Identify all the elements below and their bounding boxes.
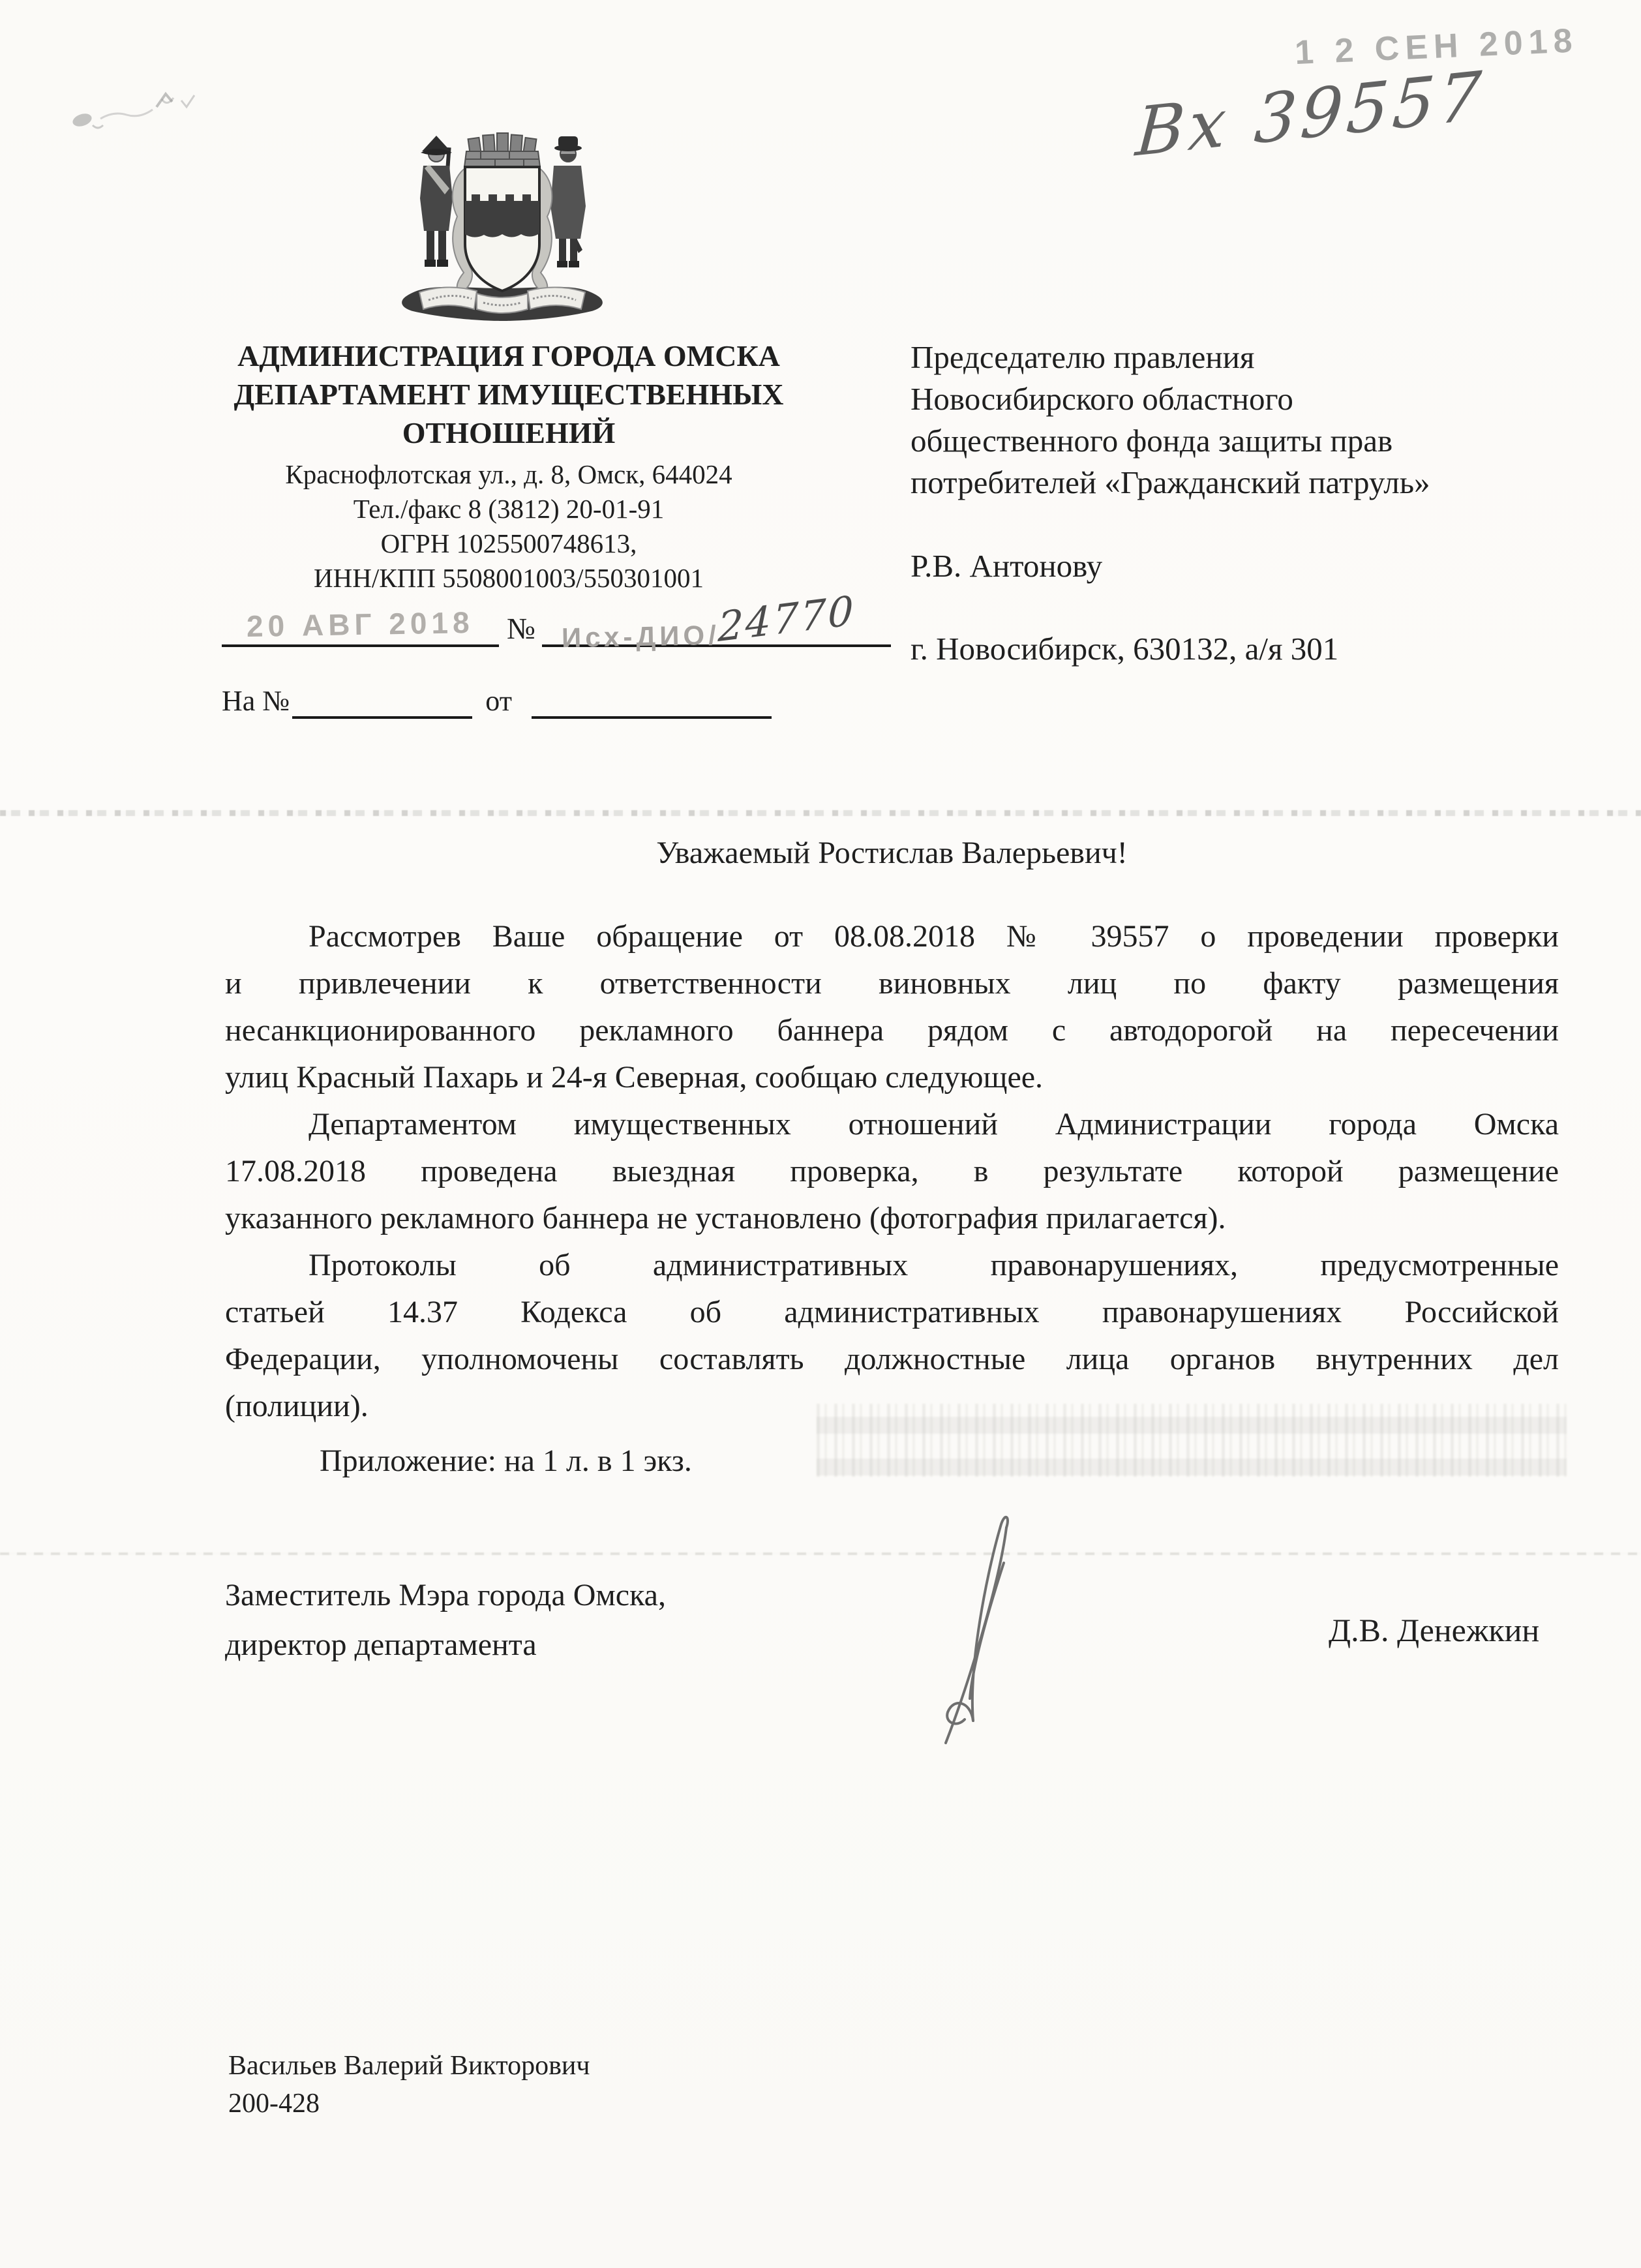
recipient-name: Р.В. Антонову — [911, 548, 1103, 584]
signer-title — [225, 1571, 666, 1670]
received-date-stamp: 1 2 СЕН 2018 — [1293, 22, 1579, 72]
outgoing-ref-row — [222, 586, 913, 654]
handwritten-incoming-number: Вх 39557 — [1133, 57, 1488, 172]
attachment-line: Приложение: на 1 л. в 1 экз. — [320, 1444, 692, 1478]
paragraph3-line: Федерации, уполномочены составлять должностные лица органов внутренних дел — [225, 1342, 1559, 1376]
right-supporter-cossack-icon — [550, 136, 586, 267]
recipient-line: потребителей «Гражданский патруль» — [911, 464, 1430, 500]
reply-date-blank — [532, 684, 772, 719]
reply-number-label: На № — [222, 685, 290, 717]
outgoing-date-field — [222, 603, 499, 647]
paragraph2-line: указанного рекламного баннера не установлено (фотография прилагается). — [225, 1201, 1226, 1235]
outgoing-date-stamp: 20 АВГ 2018 — [246, 605, 475, 644]
recipient-line: Новосибирского областного — [911, 381, 1293, 417]
recipient-line: общественного фонда защиты прав — [911, 423, 1393, 459]
signer-title-line2: директор департамента — [225, 1627, 537, 1662]
outgoing-number-field — [542, 586, 891, 654]
mural-crown-icon — [464, 133, 540, 167]
paragraph3-line: Протоколы об административных правонарушениях, предусмотренные — [309, 1248, 1559, 1282]
salutation: Уважаемый Ростислав Валерьевич! — [656, 836, 1128, 870]
paragraph1-line: и привлечении к ответственности виновных лиц по факту размещения — [225, 966, 1559, 1001]
letterhead — [196, 337, 822, 596]
paragraph3-line: (полиции). — [225, 1389, 369, 1423]
org-name-line3: ОТНОШЕНИЙ — [402, 416, 616, 449]
recipient-address: г. Новосибирск, 630132, а/я 301 — [911, 631, 1339, 667]
executor-block — [228, 2047, 590, 2123]
org-name-line1: АДМИНИСТРАЦИЯ ГОРОДА ОМСКА — [237, 339, 780, 372]
paragraph1-line: Рассмотрев Ваше обращение от 08.08.2018 № 39557 о проведении проверки — [309, 919, 1559, 954]
pencil-scribble-mark — [57, 73, 253, 151]
paragraph1-line: несанкционированного рекламного баннера рядом с автодорогой на пересечении — [225, 1013, 1559, 1048]
signer-name: Д.В. Денежкин — [1329, 1612, 1540, 1648]
paragraph3-line: статьей 14.37 Кодекса об административных правонарушениях Российской — [225, 1295, 1559, 1329]
handwritten-signature — [907, 1500, 1063, 1774]
org-address: Краснофлотская ул., д. 8, Омск, 644024 — [285, 459, 732, 489]
executor-phone: 200-428 — [228, 2089, 320, 2119]
paper-fold-line — [0, 1552, 1641, 1555]
reply-date-label: от — [485, 685, 512, 717]
org-inn-kpp: ИНН/КПП 5508001003/550301001 — [314, 563, 704, 593]
left-supporter-soldier-icon — [420, 136, 453, 267]
recipient-line: Председателю правления — [911, 339, 1255, 375]
paragraph1-line: улиц Красный Пахарь и 24-я Северная, сообщаю следующее. — [225, 1060, 1044, 1095]
handwritten-outgoing-number: 24770 — [717, 586, 856, 652]
org-name-line2: ДЕПАРТАМЕНТ ИМУЩЕСТВЕННЫХ — [233, 378, 784, 411]
org-ogrn: ОГРН 1025500748613, — [380, 528, 637, 558]
number-sign-label: № — [507, 612, 535, 645]
reply-ref-row — [222, 684, 789, 719]
omsk-coat-of-arms — [382, 128, 623, 324]
paragraph2-line: 17.08.2018 проведена выездная проверка, в результате которой размещение — [225, 1154, 1559, 1188]
reply-number-blank — [292, 684, 472, 719]
recipient-block — [911, 337, 1569, 670]
signer-title-line1: Заместитель Мэра города Омска, — [225, 1578, 666, 1612]
executor-name: Васильев Валерий Викторович — [228, 2051, 590, 2081]
letter-body — [225, 913, 1559, 1430]
paragraph2-line: Департаментом имущественных отношений Администрации города Омска — [309, 1107, 1559, 1142]
org-phone: Тел./факс 8 (3812) 20-01-91 — [353, 494, 665, 524]
paper-crease-line — [0, 810, 1641, 816]
outgoing-number-prefix-stamp: Исх-ДИО/ — [561, 619, 721, 654]
